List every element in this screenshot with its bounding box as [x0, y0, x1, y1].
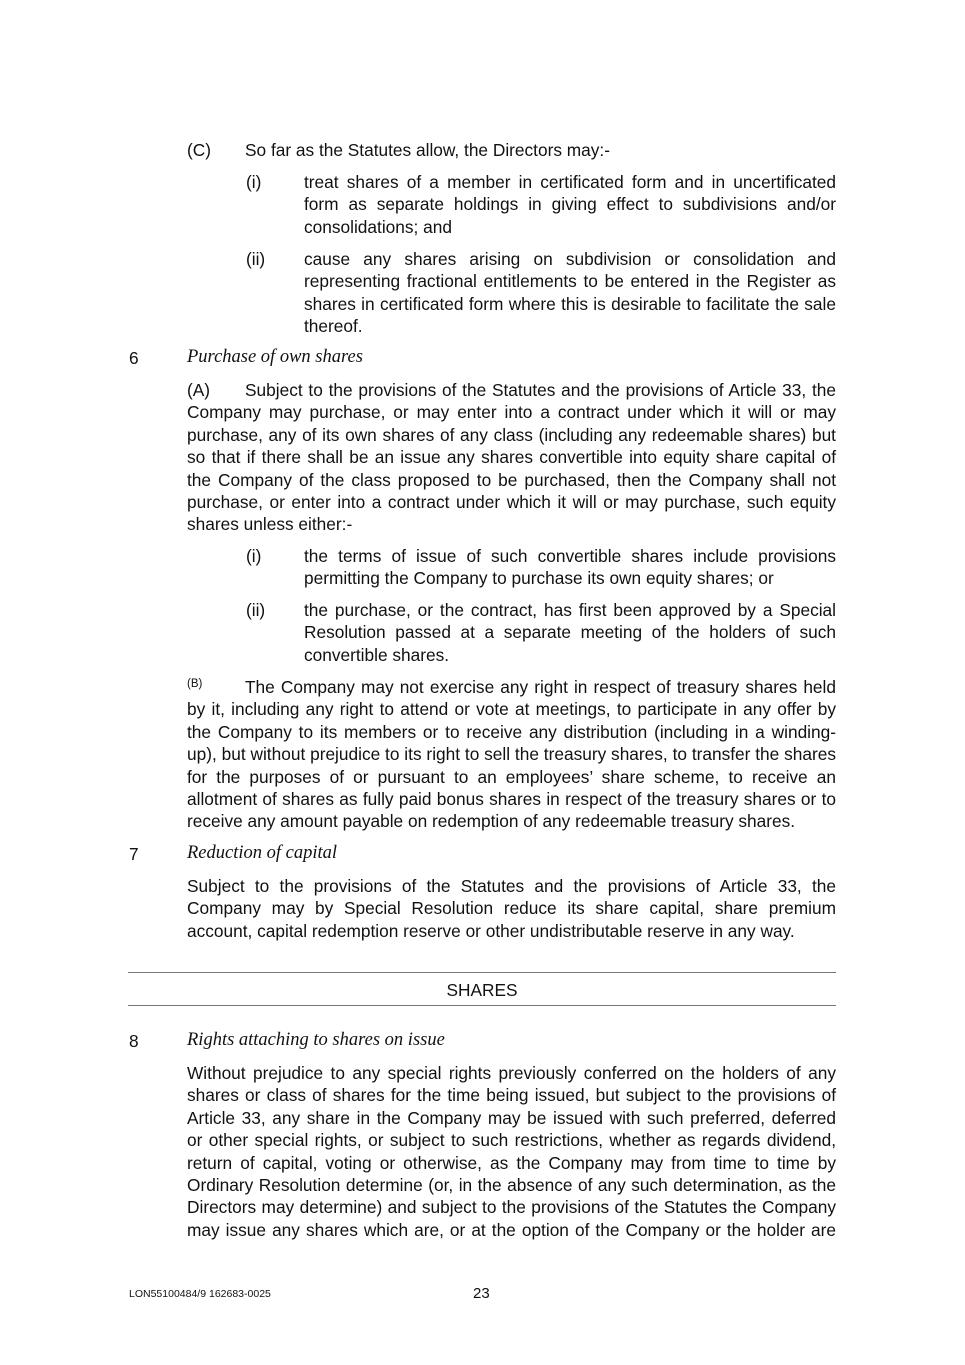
article-body: Without prejudice to any special rights previously conferred on the holders of any shares or class of shares for the time being issued, but subject to the provisions of Article 33, any share in the Company may be issued with such preferred, deferred or other special rights, or subject to such restrictions, whether as regards dividend, return of capital, voting or otherwise, as the Company may from time to time by Ordinary Resolution determine (or, in the absence of any such determination, as the Directors may determine) and subject to the provisions of the Statutes the Company may issue any shares which are, or at the option of the Company or the holder are — [187, 1063, 836, 1240]
item-label: (i) — [246, 546, 262, 566]
page-number: 23 — [473, 1285, 490, 1302]
section-heading: SHARES — [446, 980, 518, 1000]
sub-clause-label: (A) — [187, 380, 211, 400]
item-label: (ii) — [246, 600, 266, 620]
item-text: the terms of issue of such convertible shares include provisions permitting the Company to purchase its own equity shares; or — [304, 546, 836, 589]
item-label: (i) — [246, 172, 262, 192]
article-number: 6 — [129, 348, 139, 368]
sub-clause-label: (B) — [187, 678, 203, 690]
sub-clause-B: (B) The Company may not exercise any right in respect of treasury shares held by it, including any right to attend or vote at meetings, to participate in any offer by the Company to its members or to receive any distribution (including in a winding- up), but without prejudice to its right to sell the treasury shares, to transfer the shares for the purposes of or pursuant to an employees’ share scheme, to receive an allotment of shares as fully paid bonus shares in respect of the treasury shares or to receive any amount payable on redemption of any redeemable treasury shares. — [187, 676, 836, 833]
item-text: the purchase, or the contract, has first been approved by a Special Resolution passed at a separate meeting of the holders of such convertible shares. — [304, 600, 836, 665]
article-heading: Rights attaching to shares on issue — [187, 1030, 445, 1050]
article-heading: Reduction of capital — [187, 843, 338, 863]
item-label: (ii) — [246, 249, 266, 269]
article-number: 7 — [129, 844, 139, 864]
article-body: Subject to the provisions of the Statutes and the provisions of Article 33, the Company may by Special Resolution reduce its share capital, share premium account, capital redemption reserve or other undistributable reserve in any way. — [187, 876, 836, 941]
document-reference: LON55100484/9 162683-0025 — [129, 1288, 271, 1300]
article-heading: Purchase of own shares — [187, 347, 363, 367]
section-rule-top — [128, 972, 836, 973]
item-text: treat shares of a member in certificated form and in uncertificated form as separate holdings in giving effect to subdivisions and/or consolidations; and — [304, 172, 836, 237]
item-text: cause any shares arising on subdivision or consolidation and representing fractional entitlements to be entered in the Register as shares in certificated form where this is desirable to facilitate the sale thereof. — [304, 249, 836, 337]
section-rule-bottom — [128, 1005, 836, 1006]
clause-label: (C) — [187, 140, 211, 160]
article-number: 8 — [129, 1031, 139, 1051]
clause-text: So far as the Statutes allow, the Directors may:- — [245, 140, 610, 160]
sub-clause-A: (A) Subject to the provisions of the Statutes and the provisions of Article 33, the Company may purchase, or may enter into a contract under which it will or may purchase, any of its own shares of any class (including any redeemable shares) but so that if there shall be an issue any shares convertible into equity share capital of the Company of the class proposed to be purchased, then the Company shall not purchase, or enter into a contract under which it will or may purchase, such equity shares unless either:- — [187, 380, 836, 535]
